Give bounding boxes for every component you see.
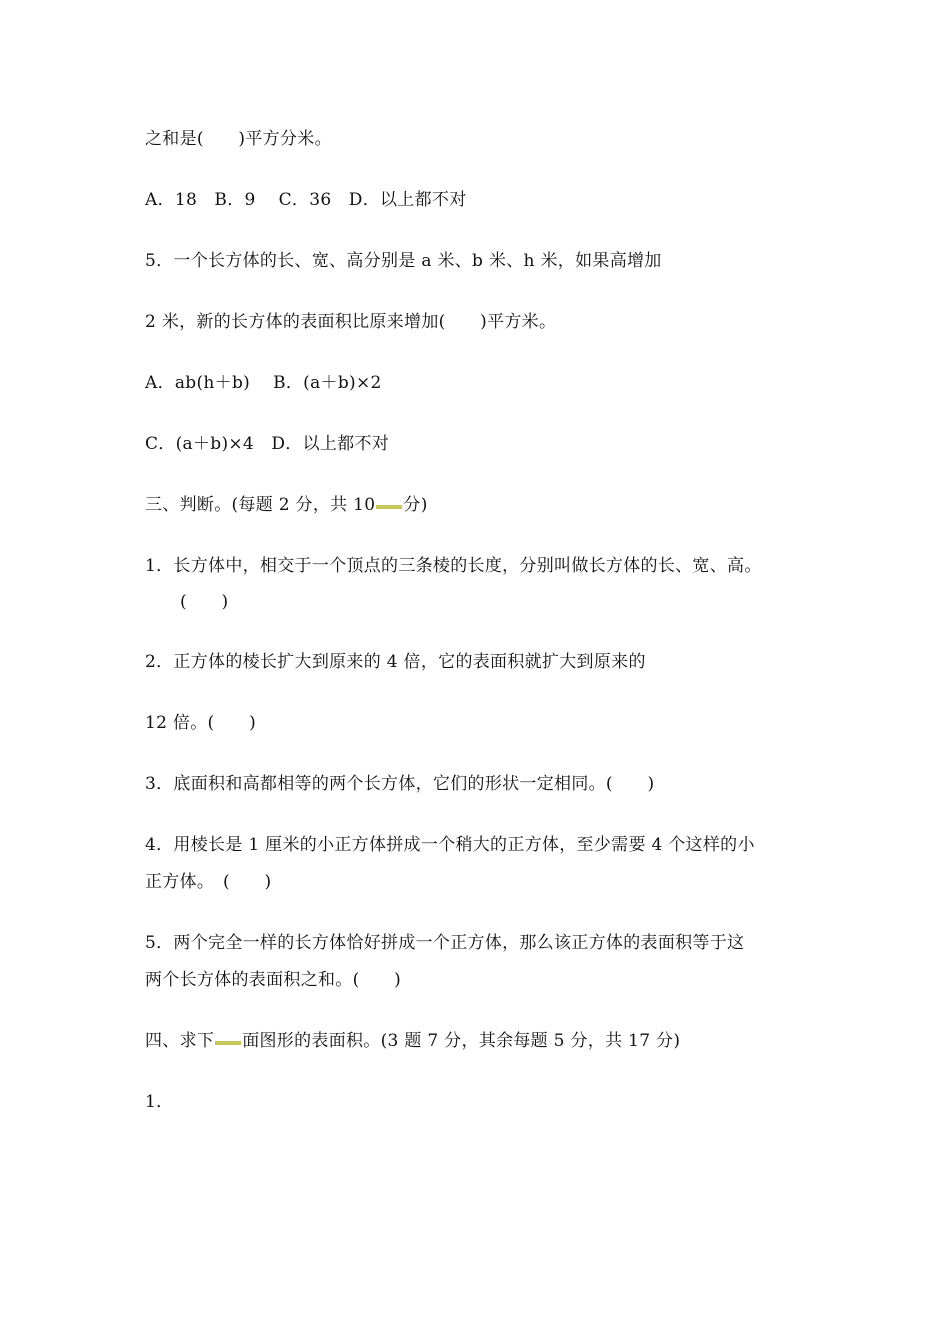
section-4-heading bbox=[145, 1029, 680, 1053]
judgement-4-line-1: 4．用棱长是 1 厘米的小正方体拼成一个稍大的正方体，至少需要 4 个这样的小 bbox=[145, 835, 755, 855]
judgement-5-line-1: 5．两个完全一样的长方体恰好拼成一个正方体，那么该正方体的表面积等于这 bbox=[145, 933, 745, 953]
judgement-4-line-2: 正方体。 ( ) bbox=[145, 872, 272, 892]
choice-line: A．18 B．9 C．36 D．以上都不对 bbox=[145, 190, 467, 210]
judgement-1-line-1: 1．长方体中，相交于一个顶点的三条棱的长度，分别叫做长方体的长、宽、高。 bbox=[145, 556, 762, 576]
section-4-heading-part-1: 四、求下 bbox=[145, 1031, 215, 1051]
judgement-3: 3．底面积和高都相等的两个长方体，它们的形状一定相同。( ) bbox=[145, 774, 655, 794]
section-4-heading-part-2: 面图形的表面积。(3 题 7 分，其余每题 5 分，共 17 分) bbox=[242, 1031, 681, 1051]
section-3-heading bbox=[145, 493, 428, 517]
judgement-5-line-2: 两个长方体的表面积之和。( ) bbox=[145, 970, 402, 990]
choice-line: C．(a＋b)×4 D．以上都不对 bbox=[145, 434, 390, 454]
judgement-2-line-2: 12 倍。( ) bbox=[145, 713, 256, 733]
section-3-heading-part-1: 三、判断。(每题 2 分，共 10 bbox=[145, 495, 376, 515]
question-5-line-2: 2 米，新的长方体的表面积比原来增加( )平方米。 bbox=[145, 312, 557, 332]
section-3-heading-part-2: 分) bbox=[403, 495, 428, 515]
question-5-line: 5．一个长方体的长、宽、高分别是 a 米、b 米、h 米，如果高增加 bbox=[145, 251, 662, 271]
underline-mark bbox=[376, 505, 402, 509]
underline-mark bbox=[215, 1041, 241, 1045]
question-4-1-label: 1． bbox=[145, 1092, 174, 1112]
choice-line: A．ab(h＋b) B．(a＋b)×2 bbox=[145, 373, 382, 393]
judgement-2-line-1: 2．正方体的棱长扩大到原来的 4 倍，它的表面积就扩大到原来的 bbox=[145, 652, 646, 672]
judgement-1-answer-bracket: ( ) bbox=[180, 592, 229, 612]
text-line: 之和是( )平方分米。 bbox=[145, 129, 332, 149]
